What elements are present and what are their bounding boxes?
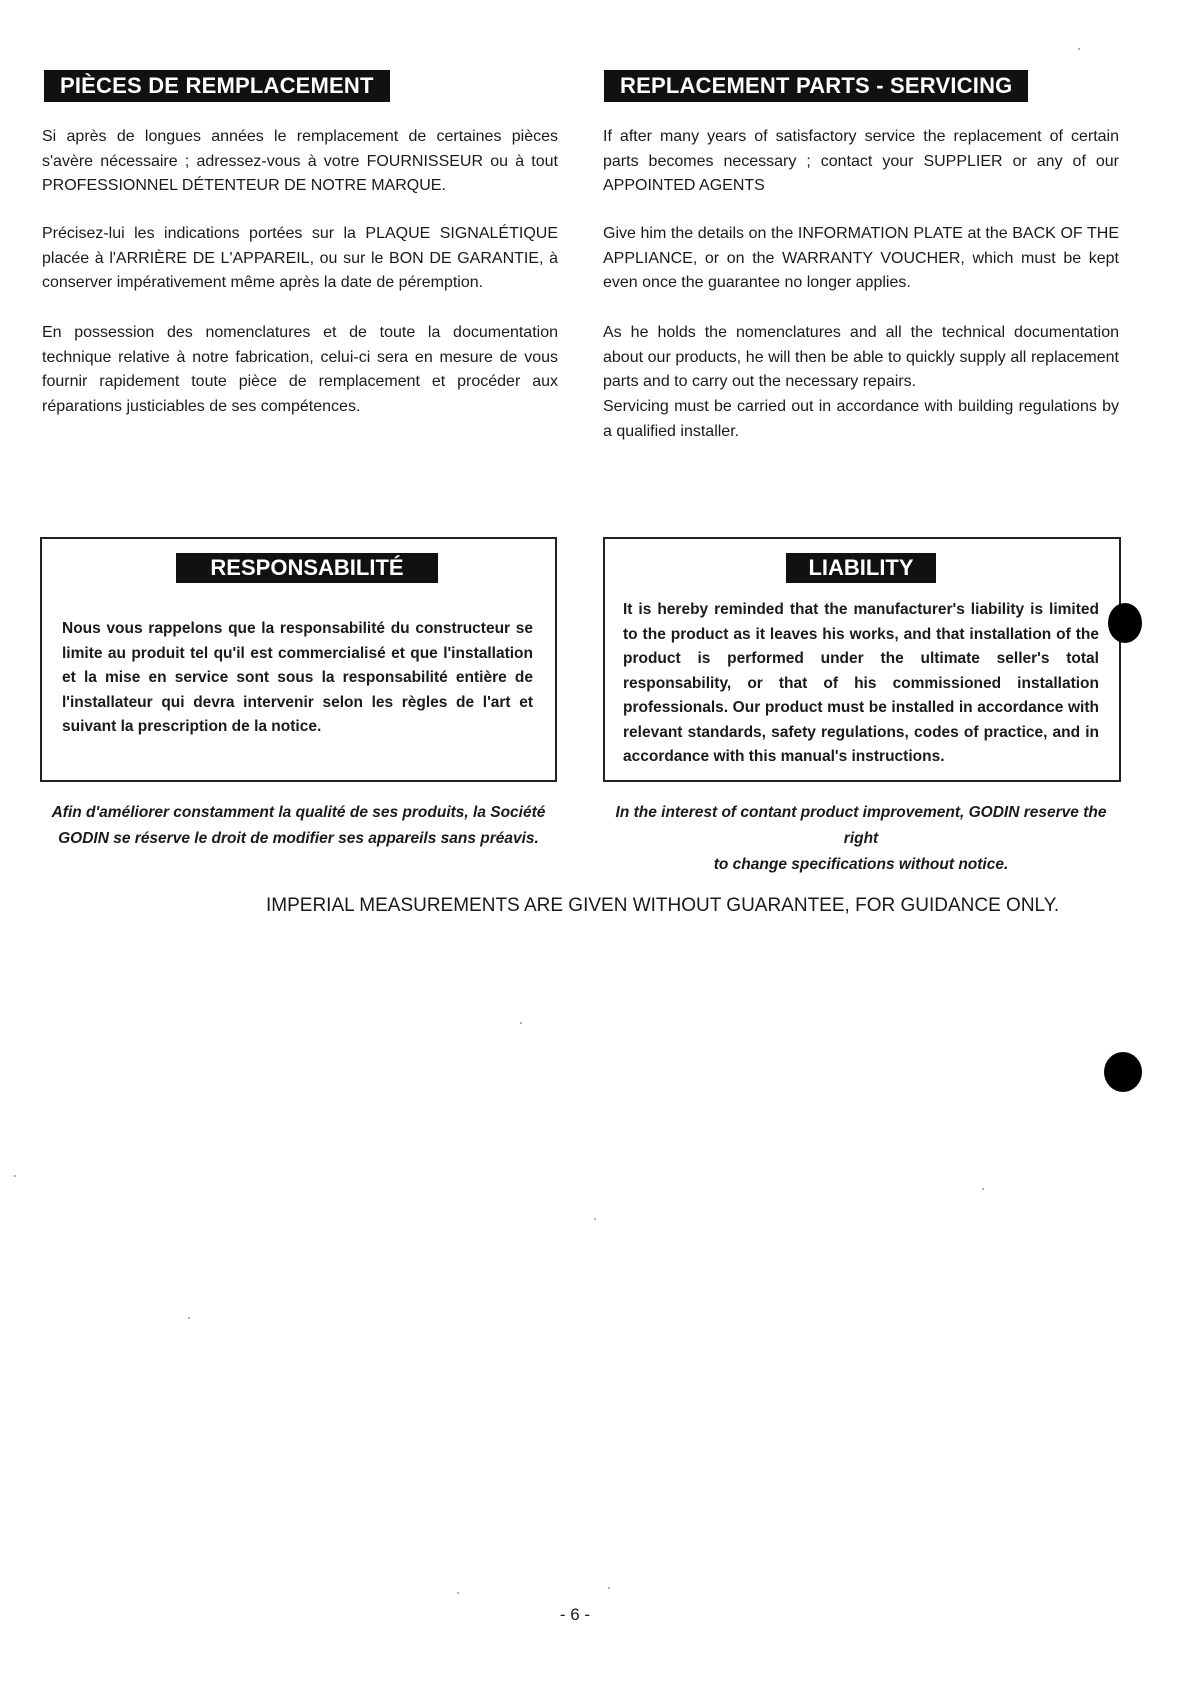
scan-speck bbox=[608, 1587, 610, 1589]
scan-speck bbox=[457, 1592, 459, 1594]
scan-speck bbox=[982, 1188, 984, 1190]
page-number: - 6 - bbox=[559, 1605, 591, 1624]
liability-heading: LIABILITY bbox=[786, 553, 936, 583]
scan-speck bbox=[594, 1218, 596, 1220]
imperial-notice: IMPERIAL MEASUREMENTS ARE GIVEN WITHOUT GUARANTEE, FOR GUIDANCE ONLY. bbox=[266, 895, 1060, 916]
french-note-line-2: GODIN se réserve le droit de modifier ses appareils sans préavis. bbox=[58, 830, 539, 847]
english-note bbox=[600, 800, 1122, 878]
english-note-line-1: In the interest of contant product improvement, GODIN reserve the right bbox=[615, 804, 1107, 847]
scan-speck bbox=[14, 1175, 16, 1177]
right-section-heading: REPLACEMENT PARTS - SERVICING bbox=[604, 70, 1028, 102]
scan-speck bbox=[1078, 48, 1080, 50]
left-paragraph-2: Précisez-lui les indications portées sur la PLAQUE SIGNALÉTIQUE placée à l'ARRIÈRE DE L'APPAREIL, ou sur le BON DE GARANTIE, à conserver impérativement même après la date de péremption. bbox=[42, 225, 558, 291]
right-paragraph-3: As he holds the nomenclatures and all the technical documentation about our products, he will then be able to quickly supply all replacement parts and to carry out the necessary repairs. bbox=[603, 324, 1119, 390]
right-paragraph-2: Give him the details on the INFORMATION PLATE at the BACK OF THE APPLIANCE, or on the WARRANTY VOUCHER, which must be kept even once the guarantee no longer applies. bbox=[603, 225, 1119, 291]
left-section-heading: PIÈCES DE REMPLACEMENT bbox=[44, 70, 390, 102]
responsabilite-text: Nous vous rappelons que la responsabilité du constructeur se limite au produit tel qu'il est commercialisé et que l'installation et la mise en service sont sous la responsabilité entière de l'installateur qui devra intervenir selon les règles de l'art et suivant la prescription de la notice. bbox=[62, 620, 533, 735]
english-note-line-2: to change specifications without notice. bbox=[713, 856, 1009, 873]
right-paragraph-1: If after many years of satisfactory service the replacement of certain parts becomes necessary ; contact your SUPPLIER or any of our APPOINTED AGENTS bbox=[603, 128, 1119, 194]
left-paragraph-3: En possession des nomenclatures et de toute la documentation technique relative à notre fabrication, celui-ci sera en mesure de vous fournir rapidement toute pièce de remplacement et procéder aux réparations justiciables de ses compétences. bbox=[42, 324, 558, 415]
left-paragraph-1: Si après de longues années le remplacement de certaines pièces s'avère nécessaire ; adressez-vous à votre FOURNISSEUR ou à tout PROFESSIONNEL DÉTENTEUR DE NOTRE MARQUE. bbox=[42, 128, 558, 194]
scan-speck bbox=[520, 1022, 522, 1024]
binder-hole-mark-icon bbox=[1108, 603, 1142, 643]
binder-hole-mark-icon bbox=[1104, 1052, 1142, 1092]
responsabilite-heading: RESPONSABILITÉ bbox=[176, 553, 438, 583]
scan-speck bbox=[188, 1317, 190, 1319]
french-note-line-1: Afin d'améliorer constamment la qualité de ses produits, la Société bbox=[51, 804, 546, 821]
right-paragraph-4: Servicing must be carried out in accordance with building regulations by a qualified installer. bbox=[603, 398, 1119, 440]
french-note bbox=[40, 800, 557, 852]
liability-text: It is hereby reminded that the manufacturer's liability is limited to the product as it leaves his works, and that installation of the product is performed under the ultimate seller's total responsability, or that of his commissioned installation professionals. Our product must be installed in accordance with relevant standards, safety regulations, codes of practice, and in accordance with this manual's instructions. bbox=[623, 601, 1099, 765]
